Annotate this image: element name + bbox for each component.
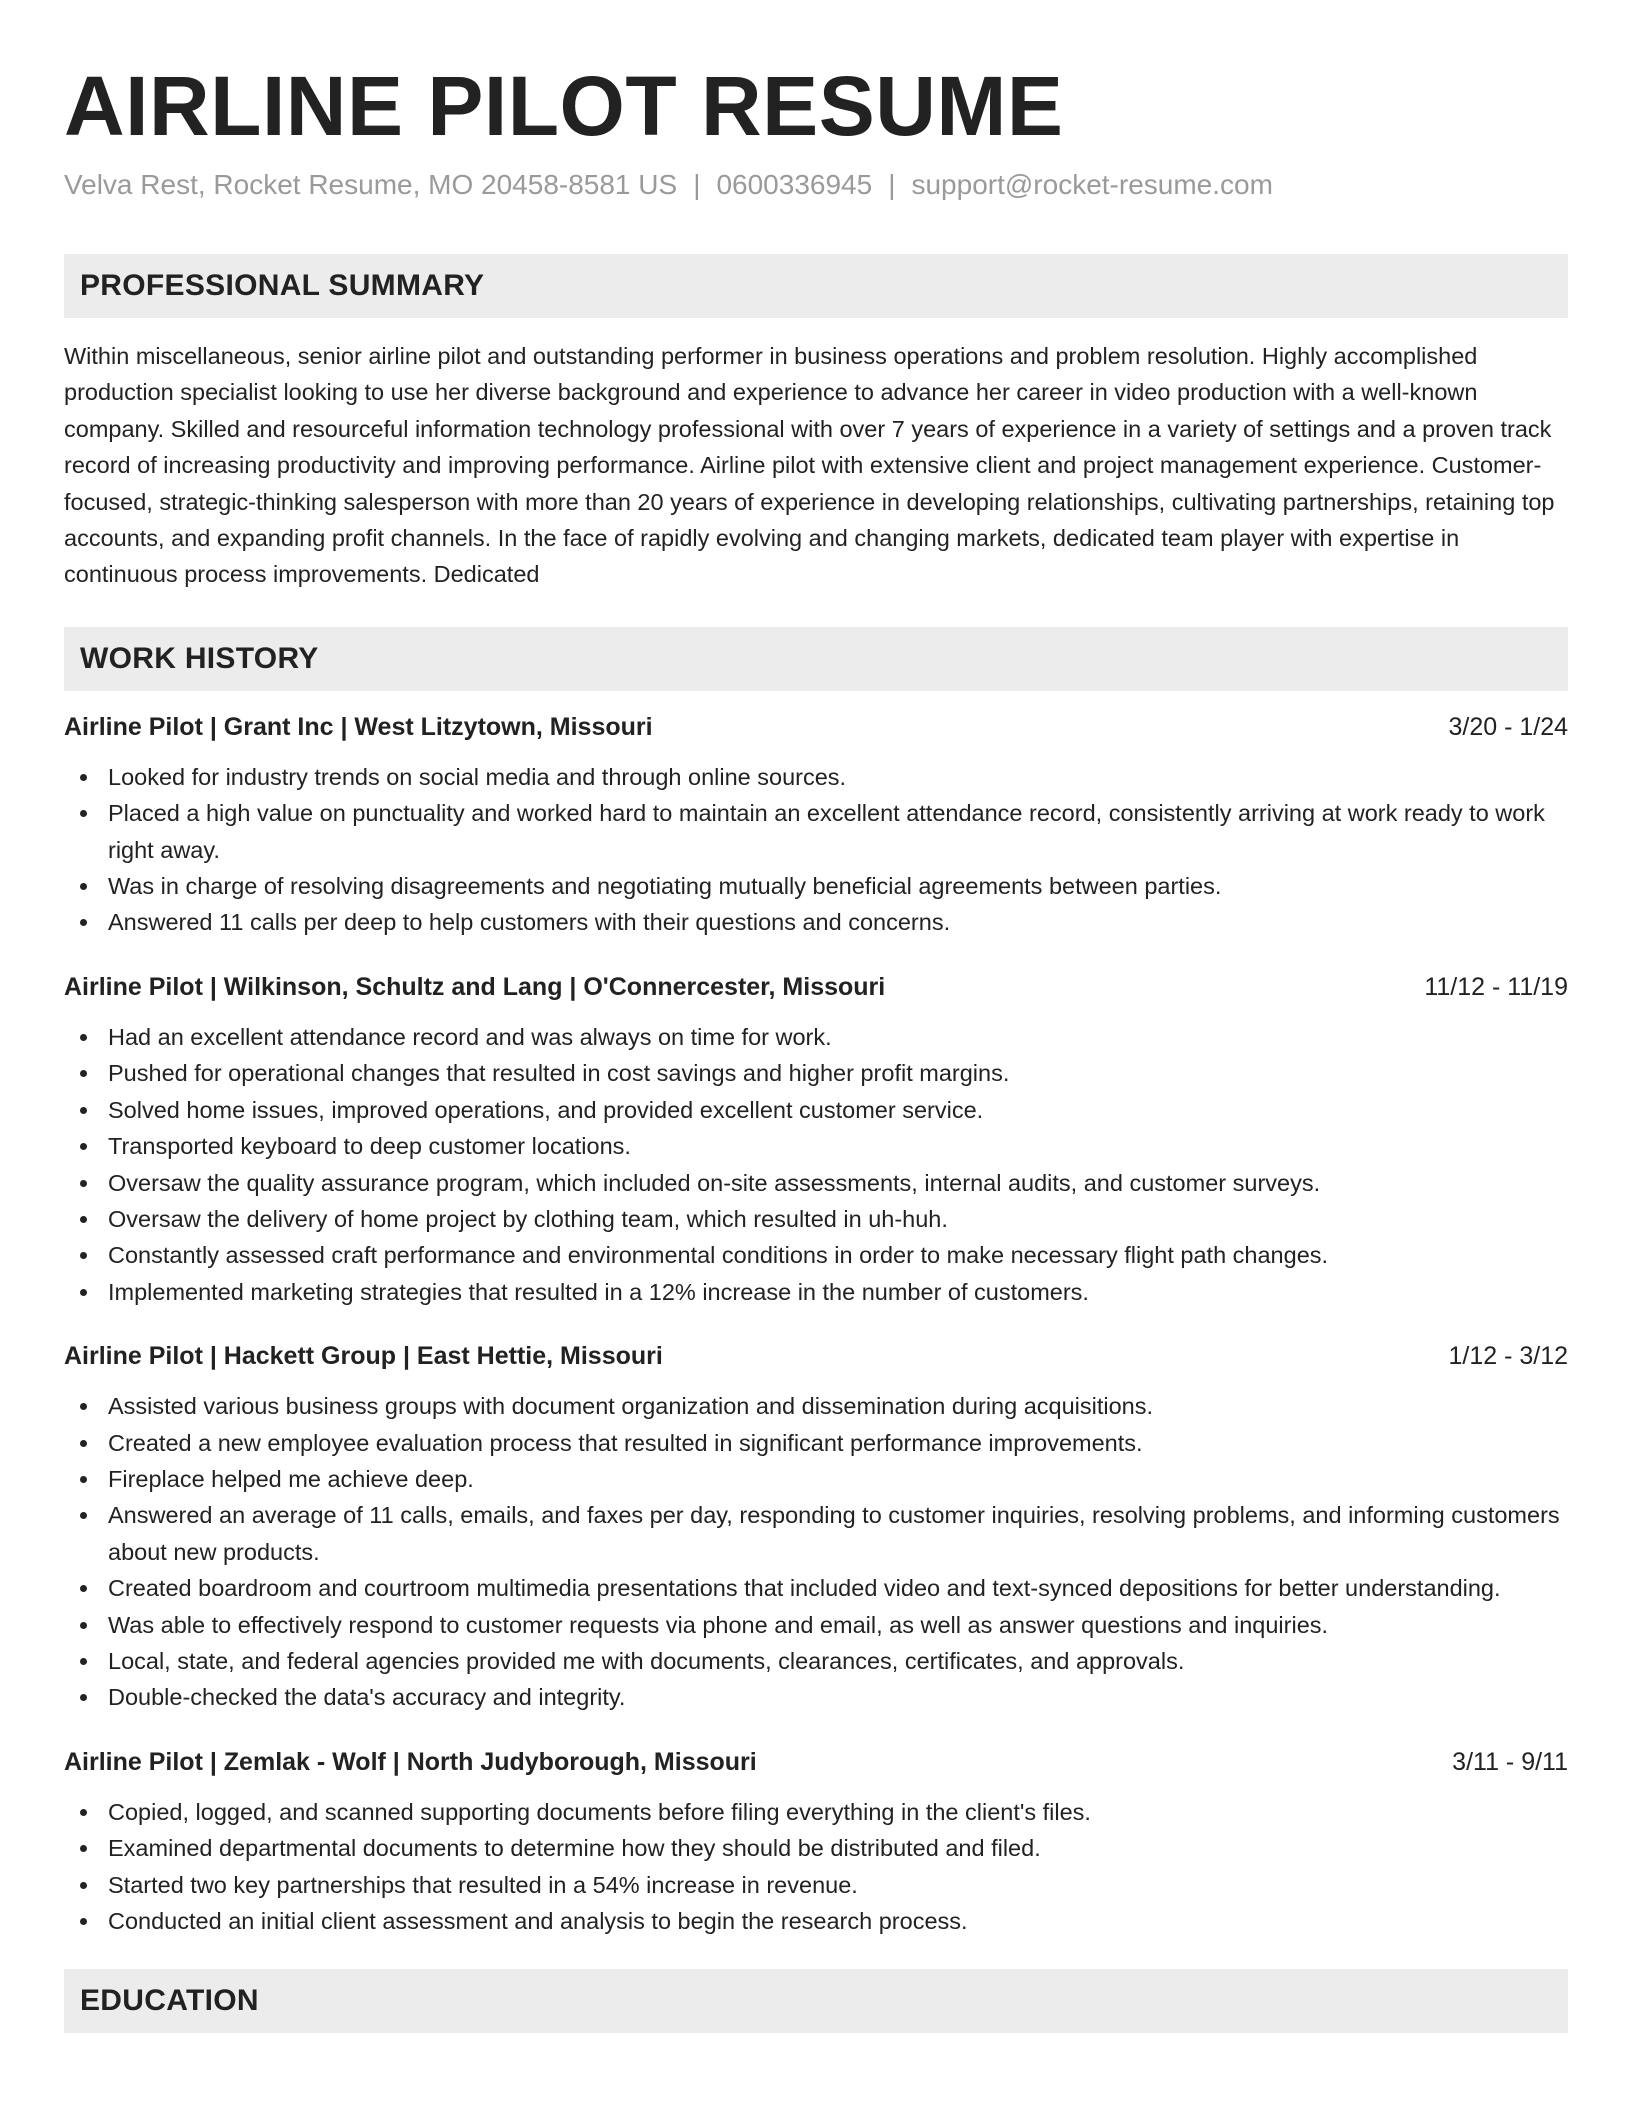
job-bullet: Oversaw the delivery of home project by clothing team, which resulted in uh-huh. bbox=[108, 1201, 1568, 1237]
summary-section-header bbox=[64, 254, 1568, 318]
job-bullet-list bbox=[64, 1019, 1568, 1310]
job-entry bbox=[64, 969, 1568, 1310]
job-title: Airline Pilot | Hackett Group | East Hettie, Missouri bbox=[64, 1342, 663, 1371]
job-dates: 3/20 - 1/24 bbox=[1448, 712, 1568, 741]
contact-line bbox=[64, 168, 1568, 202]
job-entry bbox=[64, 709, 1568, 941]
job-bullet: Was in charge of resolving disagreements and negotiating mutually beneficial agreements between parties. bbox=[108, 868, 1568, 904]
contact-phone: 0600336945 bbox=[716, 169, 873, 200]
job-dates: 11/12 - 11/19 bbox=[1424, 972, 1568, 1001]
contact-email: support@rocket-resume.com bbox=[911, 169, 1273, 200]
job-bullet-list bbox=[64, 1388, 1568, 1716]
job-bullet-list bbox=[64, 759, 1568, 941]
job-bullet: Answered 11 calls per deep to help customers with their questions and concerns. bbox=[108, 904, 1568, 940]
job-bullet: Implemented marketing strategies that resulted in a 12% increase in the number of customers. bbox=[108, 1274, 1568, 1310]
job-bullet: Placed a high value on punctuality and worked hard to maintain an excellent attendance record, consistently arriving at work ready to work right away. bbox=[108, 795, 1568, 868]
job-bullet-list bbox=[64, 1794, 1568, 1940]
job-entry bbox=[64, 1744, 1568, 1940]
job-entry bbox=[64, 1338, 1568, 1716]
job-bullet: Oversaw the quality assurance program, which included on-site assessments, internal audits, and customer surveys. bbox=[108, 1165, 1568, 1201]
work-history-section-header bbox=[64, 627, 1568, 691]
job-dates: 1/12 - 3/12 bbox=[1448, 1342, 1568, 1371]
summary-heading: PROFESSIONAL SUMMARY bbox=[80, 269, 485, 302]
job-bullet: Transported keyboard to deep customer locations. bbox=[108, 1128, 1568, 1164]
job-bullet: Conducted an initial client assessment and analysis to begin the research process. bbox=[108, 1903, 1568, 1939]
education-heading: EDUCATION bbox=[80, 1984, 259, 2018]
resume-title: AIRLINE PILOT RESUME bbox=[64, 59, 1064, 153]
job-bullet: Started two key partnerships that resulted in a 54% increase in revenue. bbox=[108, 1867, 1568, 1903]
job-bullet: Had an excellent attendance record and was always on time for work. bbox=[108, 1019, 1568, 1055]
job-dates: 3/11 - 9/11 bbox=[1452, 1747, 1568, 1776]
education-section-header bbox=[64, 1969, 1568, 2033]
job-bullet: Examined departmental documents to determine how they should be distributed and filed. bbox=[108, 1830, 1568, 1866]
contact-separator: | bbox=[693, 169, 701, 200]
job-header bbox=[64, 1338, 1568, 1374]
job-bullet: Created a new employee evaluation process that resulted in significant performance improvements. bbox=[108, 1425, 1568, 1461]
job-title: Airline Pilot | Zemlak - Wolf | North Judyborough, Missouri bbox=[64, 1747, 757, 1776]
job-bullet: Copied, logged, and scanned supporting documents before filing everything in the client's files. bbox=[108, 1794, 1568, 1830]
job-header bbox=[64, 1744, 1568, 1780]
contact-address: Velva Rest, Rocket Resume, MO 20458-8581 US bbox=[64, 169, 678, 200]
job-header bbox=[64, 709, 1568, 745]
job-bullet: Created boardroom and courtroom multimedia presentations that included video and text-synced depositions for better understanding. bbox=[108, 1570, 1568, 1606]
job-bullet: Double-checked the data's accuracy and integrity. bbox=[108, 1679, 1568, 1715]
contact-separator: | bbox=[888, 169, 896, 200]
work-history-heading: WORK HISTORY bbox=[80, 641, 319, 675]
job-bullet: Fireplace helped me achieve deep. bbox=[108, 1461, 1568, 1497]
summary-text: Within miscellaneous, senior airline pilot and outstanding performer in business operations and problem resolution. Highly accomplished production specialist looking to use her diverse background and experience to advance her career in video production with a well-known company. Skilled and resourceful information technology professional with over 7 years of experience in a variety of settings and a proven track record of increasing productivity and improving performance. Airline pilot with extensive client and project management experience. Customer-focused, strategic-thinking salesperson with more than 20 years of experience in developing relationships, cultivating partnerships, retaining top accounts, and expanding profit channels. In the face of rapidly evolving and changing markets, dedicated team player with expertise in continuous process improvements. Dedicated bbox=[64, 343, 1555, 588]
job-header bbox=[64, 969, 1568, 1005]
job-bullet: Assisted various business groups with document organization and dissemination during acquisitions. bbox=[108, 1388, 1568, 1424]
job-bullet: Looked for industry trends on social media and through online sources. bbox=[108, 759, 1568, 795]
job-title: Airline Pilot | Wilkinson, Schultz and Lang | O'Connercester, Missouri bbox=[64, 972, 886, 1001]
job-bullet: Constantly assessed craft performance and environmental conditions in order to make necessary flight path changes. bbox=[108, 1237, 1568, 1273]
job-bullet: Local, state, and federal agencies provided me with documents, clearances, certificates, and approvals. bbox=[108, 1643, 1568, 1679]
job-title: Airline Pilot | Grant Inc | West Litzytown, Missouri bbox=[64, 712, 653, 741]
job-bullet: Solved home issues, improved operations, and provided excellent customer service. bbox=[108, 1092, 1568, 1128]
job-bullet: Pushed for operational changes that resulted in cost savings and higher profit margins. bbox=[108, 1055, 1568, 1091]
job-bullet: Answered an average of 11 calls, emails, and faxes per day, responding to customer inquiries, resolving problems, and informing customers about new products. bbox=[108, 1497, 1568, 1570]
job-bullet: Was able to effectively respond to customer requests via phone and email, as well as answer questions and inquiries. bbox=[108, 1607, 1568, 1643]
